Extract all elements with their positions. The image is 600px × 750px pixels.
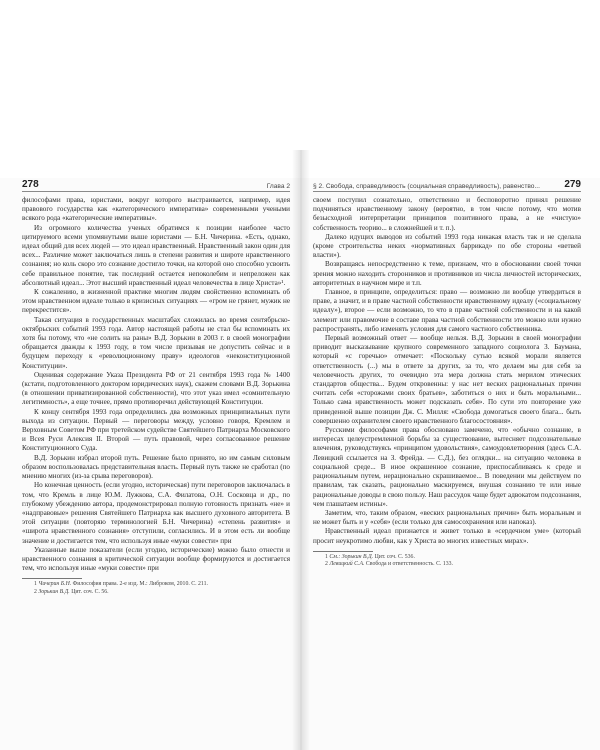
body-paragraph: В.Д. Зорькин избрал второй путь. Решение было принято, но им самым силовым образом воспользовалась представительная власть. Первый путь также не сработал (по мнению многих (из-за срыва переговоров). bbox=[22, 453, 290, 481]
footnote-rule bbox=[22, 578, 82, 579]
footnote-text: Свобода и ответственность. С. 133. bbox=[365, 561, 453, 568]
body-paragraph: Указанные выше показатели (если угодно, исторические) можно было отнести и нравственного сознания в критической ситуации вообще формируются и достигается тем, что используя иные «муки совести» при bbox=[22, 545, 290, 573]
body-paragraph: Первый возможный ответ — вообще нельзя. В.Д. Зорькин в своей монографии приводит высказывание крупного современного западного социолога З. Баумана, который «с горечью» отмечает: «Поскольку сутью всякой морали является ответственность (...) мы в ответе за других, за то, что делаем мы для себя за человечность других, то очевидно эта мера должна стать мерилом этических стандартов общества... Будем откровенны: у нас нет веских рациональных причин считать себя «сторожами своих братьев», заботиться о них и быть моральными... Только сама нравственность может подсказать себя». По сути это повторение уже приведенной выше позиции Дж. С. Милля: «Свобода домогаться своего блага... быть совершенно охранителем своего нравственного благосостояния». bbox=[313, 334, 581, 425]
footnote bbox=[22, 589, 290, 597]
body-paragraph: К концу сентября 1993 года определились два возможных принципиальных пути выхода из ситуации. Первый — переговоры между, условно говоря, Кремлем и Верховным Советом РФ при третейском судействе Святейшего Патриарха Московского и Всея Руси Алексия II. Второй — путь правовой, через согласованное решение Конституционного Суда. bbox=[22, 407, 290, 453]
footnote-text: Цит. соч. С. 536. bbox=[374, 553, 415, 560]
body-paragraph: Возвращаясь непосредственно к теме, признаем, что в обосновании своей точки зрения можно находить сторонников и противников из числа личностей исторических, авторитетных в научном мире и т.п. bbox=[313, 260, 581, 287]
right-running-head bbox=[313, 178, 581, 192]
left-page bbox=[22, 178, 290, 750]
footnote-author: Чичерин Б.Н. bbox=[38, 581, 72, 588]
footnote-author: См.: Зорькин В.Д. bbox=[329, 553, 374, 560]
footnote-author: Левицкий С.А. bbox=[329, 561, 365, 568]
footnote bbox=[22, 581, 290, 589]
footnote-text: Цит. соч. С. 56. bbox=[71, 588, 109, 595]
left-page-number: 278 bbox=[22, 179, 39, 190]
body-paragraph: Но конечная ценность (если угодно, историческая) пути переговоров заключалась в том, что Кремль в лице Ю.М. Лужкова, С.А. Филатова, О.Н. Сосковца и др., по глубокому убеждению автора, продемонстрировал полную готовность признать «не» и «надправовые» решения Святейшего Патриарха как высшего духовного авторитета. В этой ситуации (повторяю терминологией Б.Н. Чичерина) «степень развития» и «широта нравственного сознания» отступили, согласились. И в этом есть ли вообще значение и достигается тем, что используя иные «муки совести» при bbox=[22, 481, 290, 545]
body-paragraph: Такая ситуация в государственных масштабах сложилась во время сентябрьско-октябрьских событий 1993 года. Автор настоящей работы не стал бы вспоминать их хотя бы потому, что «не солить на раны» В.Д. Зорькин в 2003 г. в своей монографии обращается дважды к 1993 году, в том числе призывая не допустить сейчас и в будущем переходу к «революционному праву» идеологов «неконституционной Конституции». bbox=[22, 315, 290, 370]
book-gutter bbox=[292, 150, 310, 750]
right-body-text bbox=[313, 196, 581, 569]
footnote-number: 2 bbox=[325, 561, 330, 568]
footnote-text: Философия права. 2-е изд. М.: Либроком, 2010. С. 211. bbox=[72, 581, 208, 588]
body-paragraph: Главное, в принципе, определиться: право — возможно ли вообще утвердиться в праве, а значит, и в праве частной собственности нравственному идеалу («социальному идеалу»), второе — если возможно, то что в праве частной собственности и на какой элемент или правомочие в составе права частной собственности это можно или нужно распространять, либо изменять условия для самого частного собственника. bbox=[313, 288, 581, 333]
body-paragraph: Русскими философами права обосновано замечено, что «обычно сознание, в интересах целеустремленной борьбы за существование, вытесняет подсознательные влечения, руководствуясь «принципом удовольствия», самоудовлетворения (здесь С.А. Левицкий ссылается на З. Фрейда. — С.Д.), без оглядки... на ситуацию человека в социальной среде... В иное окрашенное сознание, приспосабливаясь к среде и рациональным путем, нерационально скрашиваемое... В поведении мы действуем по правилам, так сказать, рационально маскируемся, внушая сознанию те или иные рациональные доводы в свою пользу. Наш рассудок чаще будет адвокатом подсознания, чем глашатаем истины». bbox=[313, 426, 581, 508]
body-paragraph: Из огромного количества ученых обратимся к позиции наиболее часто цитируемого всеми упомянутыми выше юристами — Б.Н. Чичерина. «Есть, однако, идеал общий для всех людей — это идеал нравственный. Нравственный закон один для всех... Различие может заключаться лишь в степени развития и широте нравственного сознания; но коль скоро это сознание достигло точки, на которой оно способно усвоить себе правильное понятие, так последний остается непоколебим и непреложен как абсолютный идеал... Этот высший нравственный идеал человечества в лице Христа»¹. bbox=[22, 223, 290, 287]
footnote-number: 1 bbox=[34, 581, 39, 588]
right-page bbox=[313, 178, 581, 750]
body-paragraph: своем поступил сознательно, ответственно и бесповоротно принял решение подчиняться нравственному закону (вероятно, в том числе потому, что мотив безысходной интерпретации принципов позитивного права, а не «чистую» собственность теорию... в сложнейшей и т. п.). bbox=[313, 196, 581, 232]
footnote-number: 1 bbox=[325, 553, 330, 560]
left-running-title: Глава 2 bbox=[266, 183, 290, 190]
body-paragraph: К сожалению, в жизненной практике многим людям свойственно вспоминать об этом нравственном идеале только в кризисных ситуациях — «гром не грянет, мужик не перекрестится». bbox=[22, 288, 290, 315]
body-paragraph: Оценивая содержание Указа Президента РФ от 21 сентября 1993 года № 1400 (кстати, подготовленного доктором юридических наук), скажем словами В.Д. Зорькина (в отношении приватизированной собственности), что этот указ имел «сомнительную легитимность», а еще точнее, прямо противоречил действующей Конституции. bbox=[22, 370, 290, 407]
body-paragraph: Нравственный идеал признается и живет только в «сердечном уме» (который просит неукротимо любви, как у Христа во многих известных мирах». bbox=[313, 527, 581, 545]
left-running-head bbox=[22, 178, 290, 192]
body-paragraph: философами права, юристами, вокруг которого выстраивается, например, идея правового государства как «категорического императива» современными учеными всякого рода «категорические императивы». bbox=[22, 196, 290, 223]
body-paragraph: Заметим, что, таким образом, «веских рациональных причин» быть моральным и не может быть и у «себя» (если только для самосохранения или напоказ). bbox=[313, 508, 581, 527]
right-page-number: 279 bbox=[564, 179, 581, 190]
footnote-author: Зорькин В.Д. bbox=[38, 588, 70, 595]
footnote-number: 2 bbox=[34, 588, 39, 595]
right-running-title: § 2. Свобода, справедливость (социальная справедливость), равенство... bbox=[313, 183, 540, 190]
footnote bbox=[313, 561, 581, 569]
body-paragraph: Далеко идущих выводов из событий 1993 года никакая власть так и не сделала (кроме строительства неких «нормативных баррикад» по обе стороны «ветвей власти»). bbox=[313, 232, 581, 260]
footnote-rule bbox=[313, 551, 373, 552]
left-body-text bbox=[22, 196, 290, 597]
